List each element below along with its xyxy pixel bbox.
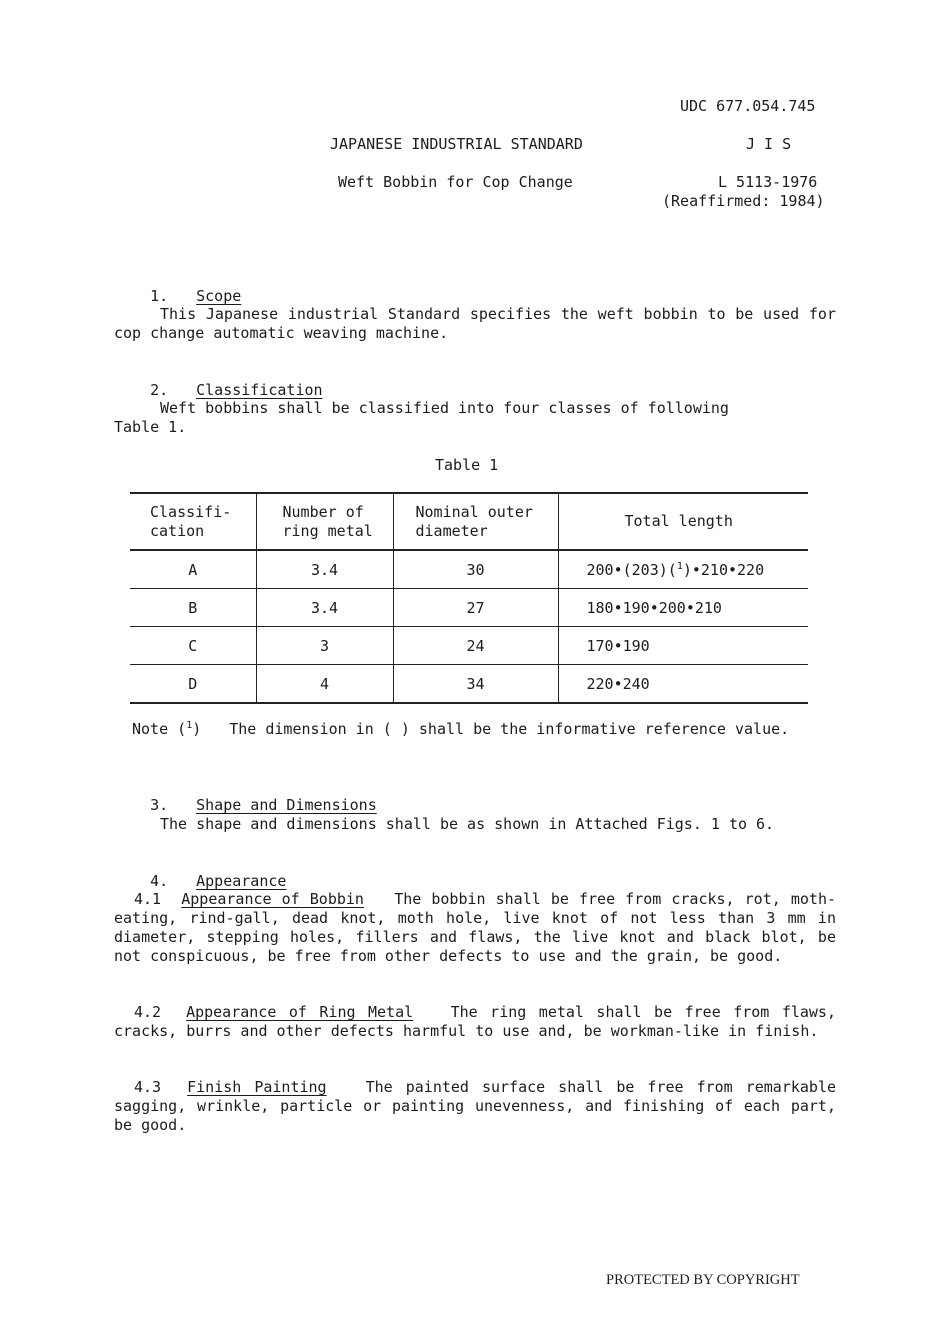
cell-diameter: 30 <box>393 550 558 589</box>
header-outer-diameter: Nominal outer diameter <box>393 493 558 550</box>
paragraph-text: The bobbin shall be free from cracks, rot, moth-eating, rind-gall, dead knot, moth hole, live knot of not less than 3 mm in diameter, stepping holes, fillers and flaws, the live knot and black blot, be not conspicuous, be free from other defects to use and the grain, be good. <box>114 890 837 965</box>
cell-length: 200•(203)($^1$)•210•220 <box>558 550 808 589</box>
header-classification: Classifi- cation <box>130 493 256 550</box>
cell-length: 180•190•200•210 <box>558 589 808 627</box>
document-title: Weft Bobbin for Cop Change <box>338 173 573 191</box>
cell-diameter: 27 <box>393 589 558 627</box>
subsection-4-1 <box>114 890 836 966</box>
cell-rings: 4 <box>256 665 393 704</box>
note-label: Note ( <box>132 720 187 738</box>
subsection-number: 4.1 <box>134 890 162 908</box>
section-number: 3. <box>150 796 169 814</box>
section-title: Appearance <box>196 872 287 890</box>
standard-title: JAPANESE INDUSTRIAL STANDARD <box>330 135 583 153</box>
section-number: 1. <box>150 287 169 305</box>
cell-diameter: 34 <box>393 665 558 704</box>
cell-rings: 3 <box>256 627 393 665</box>
section-title: Shape and Dimensions <box>196 796 377 814</box>
table-header-row <box>130 493 808 550</box>
cell-class: A <box>130 550 256 589</box>
table-row <box>130 627 808 665</box>
copyright-notice: PROTECTED BY COPYRIGHT <box>606 1272 800 1288</box>
cell-rings: 3.4 <box>256 589 393 627</box>
header-ring-metal: Number of ring metal <box>256 493 393 550</box>
subsection-number: 4.2 <box>134 1003 162 1021</box>
section-2-body <box>114 399 774 437</box>
cell-length: 220•240 <box>558 665 808 704</box>
section-title: Classification <box>196 381 323 399</box>
table-row <box>130 550 808 589</box>
paragraph-text: The painted surface shall be free from remarkable sagging, wrinkle, particle or painting unevenness, and finishing of each part, be good. <box>114 1078 837 1134</box>
cell-class: C <box>130 627 256 665</box>
cell-class: B <box>130 589 256 627</box>
cell-length: 170•190 <box>558 627 808 665</box>
note-close: ) <box>192 720 202 738</box>
paragraph-text: This Japanese industrial Standard specifies the weft bobbin to be used for cop change automatic weaving machine. <box>114 305 836 342</box>
table-caption: Table 1 <box>435 456 499 474</box>
section-title: Scope <box>196 287 242 305</box>
section-number: 4. <box>150 872 169 890</box>
table-row <box>130 589 808 627</box>
header-total-length: Total length <box>558 493 808 550</box>
classification-table <box>130 492 808 704</box>
jis-mark: J I S <box>746 135 792 153</box>
section-1-body <box>114 305 836 343</box>
paragraph-text: The ring metal shall be free from flaws, cracks, burrs and other defects harmful to use and, be workman-like in finish. <box>114 1003 836 1040</box>
paragraph-text: Weft bobbins shall be classified into four classes of following Table 1. <box>114 399 729 436</box>
subsection-title: Appearance of Ring Metal <box>186 1003 414 1021</box>
note-superscript: 1 <box>186 720 193 731</box>
section-number: 2. <box>150 381 169 399</box>
table-row <box>130 665 808 704</box>
cell-rings: 3.4 <box>256 550 393 589</box>
note-text: The dimension in ( ) shall be the informative reference value. <box>229 720 790 738</box>
udc-number: UDC 677.054.745 <box>680 97 816 115</box>
paragraph-text: The shape and dimensions shall be as shown in Attached Figs. 1 to 6. <box>160 815 775 833</box>
subsection-4-2 <box>114 1003 836 1041</box>
cell-diameter: 24 <box>393 627 558 665</box>
document-number: L 5113-1976 <box>718 173 818 191</box>
subsection-title: Appearance of Bobbin <box>181 890 364 908</box>
cell-class: D <box>130 665 256 704</box>
section-3-body <box>114 815 836 834</box>
subsection-4-3 <box>114 1078 836 1135</box>
reaffirmed-date: (Reaffirmed: 1984) <box>662 192 825 210</box>
table-note <box>132 720 789 739</box>
subsection-number: 4.3 <box>134 1078 162 1096</box>
subsection-title: Finish Painting <box>187 1078 327 1096</box>
